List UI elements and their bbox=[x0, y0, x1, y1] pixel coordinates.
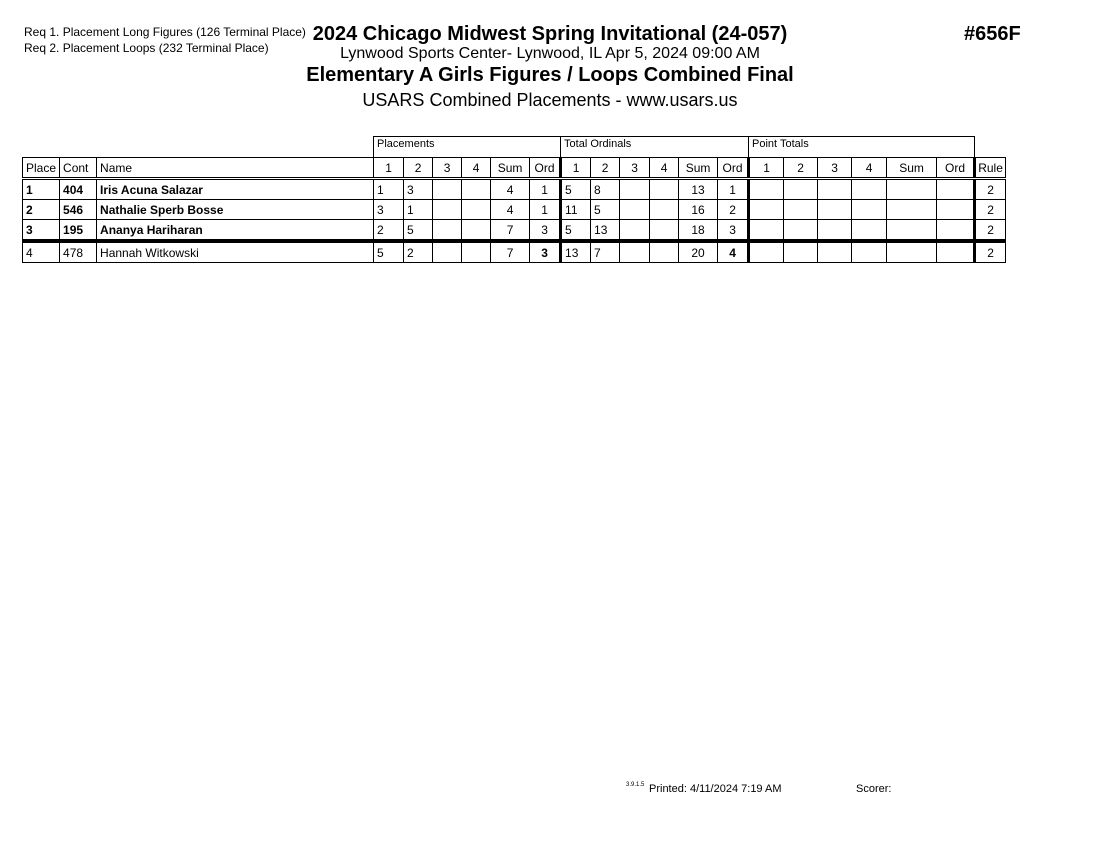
place-cell: 1 bbox=[23, 179, 60, 200]
point-cell bbox=[818, 179, 852, 200]
placement-cell: 2 bbox=[404, 241, 433, 263]
point-cell bbox=[818, 200, 852, 220]
rule-cell: 2 bbox=[975, 220, 1006, 242]
ordinal-cell: 1 bbox=[718, 179, 749, 200]
placement-cell: 7 bbox=[491, 220, 530, 242]
ordinal-cell: 7 bbox=[591, 241, 620, 263]
point-cell bbox=[818, 241, 852, 263]
placement-cell: 3 bbox=[374, 200, 404, 220]
placement-cell bbox=[462, 179, 491, 200]
ordinal-cell bbox=[650, 200, 679, 220]
point-cell bbox=[937, 241, 975, 263]
column-header-ord: Ord bbox=[718, 158, 749, 179]
rule-cell: 2 bbox=[975, 200, 1006, 220]
version: 3.9.1.5 bbox=[626, 782, 645, 788]
ordinal-cell bbox=[650, 241, 679, 263]
group-point-totals: Point Totals bbox=[749, 137, 975, 158]
placement-cell bbox=[433, 241, 462, 263]
point-cell bbox=[937, 179, 975, 200]
location-date: Lynwood Sports Center- Lynwood, IL Apr 5, 2024 09:00 AM bbox=[340, 45, 760, 62]
column-header-2: 2 bbox=[404, 158, 433, 179]
event-name: Elementary A Girls Figures / Loops Combined Final bbox=[306, 64, 794, 86]
placement-cell bbox=[433, 200, 462, 220]
ordinal-cell bbox=[620, 220, 650, 242]
ordinal-cell: 13 bbox=[561, 241, 591, 263]
ordinal-cell bbox=[650, 220, 679, 242]
placement-cell: 1 bbox=[530, 179, 561, 200]
ordinal-cell: 18 bbox=[679, 220, 718, 242]
point-cell bbox=[937, 200, 975, 220]
point-cell bbox=[852, 220, 887, 242]
point-cell bbox=[887, 220, 937, 242]
place-cell: 2 bbox=[23, 200, 60, 220]
ordinal-cell: 5 bbox=[561, 179, 591, 200]
cont-cell: 546 bbox=[60, 200, 97, 220]
column-header-1: 1 bbox=[749, 158, 784, 179]
ordinal-cell: 2 bbox=[718, 200, 749, 220]
name-cell: Iris Acuna Salazar bbox=[97, 179, 374, 200]
ordinal-cell: 16 bbox=[679, 200, 718, 220]
column-header-ord: Ord bbox=[530, 158, 561, 179]
subtitle: USARS Combined Placements - www.usars.us bbox=[362, 90, 738, 110]
cont-cell: 195 bbox=[60, 220, 97, 242]
column-header-3: 3 bbox=[818, 158, 852, 179]
ordinal-cell: 4 bbox=[718, 241, 749, 263]
point-cell bbox=[784, 179, 818, 200]
name-cell: Hannah Witkowski bbox=[97, 241, 374, 263]
placement-cell: 1 bbox=[374, 179, 404, 200]
point-cell bbox=[937, 220, 975, 242]
name-cell: Nathalie Sperb Bosse bbox=[97, 200, 374, 220]
ordinal-cell bbox=[620, 200, 650, 220]
column-header-1: 1 bbox=[374, 158, 404, 179]
column-header-cont: Cont bbox=[60, 158, 97, 179]
event-id: #656F bbox=[964, 23, 1021, 45]
printed-date: Printed: 4/11/2024 7:19 AM bbox=[649, 783, 782, 795]
place-cell: 3 bbox=[23, 220, 60, 242]
table-row bbox=[23, 179, 1006, 200]
point-cell bbox=[784, 220, 818, 242]
column-header-sum: Sum bbox=[491, 158, 530, 179]
competition-title: 2024 Chicago Midwest Spring Invitational (24-057) bbox=[312, 23, 788, 45]
point-cell bbox=[749, 220, 784, 242]
column-header-place: Place bbox=[23, 158, 60, 179]
group-placements: Placements bbox=[374, 137, 561, 158]
table-row bbox=[23, 200, 1006, 220]
placement-cell: 3 bbox=[530, 241, 561, 263]
column-header-4: 4 bbox=[650, 158, 679, 179]
column-header-1: 1 bbox=[561, 158, 591, 179]
point-cell bbox=[852, 200, 887, 220]
name-cell: Ananya Hariharan bbox=[97, 220, 374, 242]
placement-cell: 3 bbox=[404, 179, 433, 200]
group-total-ordinals: Total Ordinals bbox=[561, 137, 749, 158]
placement-cell: 5 bbox=[374, 241, 404, 263]
ordinal-cell: 13 bbox=[679, 179, 718, 200]
point-cell bbox=[784, 200, 818, 220]
placement-cell bbox=[462, 220, 491, 242]
ordinal-cell bbox=[620, 241, 650, 263]
ordinal-cell bbox=[650, 179, 679, 200]
point-cell bbox=[887, 200, 937, 220]
placement-cell: 7 bbox=[491, 241, 530, 263]
rule-cell: 2 bbox=[975, 241, 1006, 263]
placement-cell bbox=[433, 220, 462, 242]
ordinal-cell: 20 bbox=[679, 241, 718, 263]
cont-cell: 478 bbox=[60, 241, 97, 263]
point-cell bbox=[749, 200, 784, 220]
column-header-name: Name bbox=[97, 158, 374, 179]
point-cell bbox=[749, 179, 784, 200]
ordinal-cell: 8 bbox=[591, 179, 620, 200]
requirement-2: Req 2. Placement Loops (232 Terminal Place) bbox=[24, 41, 269, 55]
placement-cell bbox=[462, 200, 491, 220]
point-cell bbox=[818, 220, 852, 242]
column-header-rule: Rule bbox=[975, 158, 1006, 179]
scorer-label: Scorer: bbox=[856, 783, 892, 795]
placement-cell: 5 bbox=[404, 220, 433, 242]
ordinal-cell: 5 bbox=[591, 200, 620, 220]
ordinal-cell bbox=[620, 179, 650, 200]
place-cell: 4 bbox=[23, 241, 60, 263]
placement-cell: 1 bbox=[404, 200, 433, 220]
placement-cell bbox=[462, 241, 491, 263]
column-header-3: 3 bbox=[433, 158, 462, 179]
column-header-2: 2 bbox=[591, 158, 620, 179]
requirement-1: Req 1. Placement Long Figures (126 Terminal Place) bbox=[24, 25, 306, 39]
ordinal-cell: 11 bbox=[561, 200, 591, 220]
column-header-3: 3 bbox=[620, 158, 650, 179]
point-cell bbox=[887, 241, 937, 263]
point-cell bbox=[887, 179, 937, 200]
column-header-4: 4 bbox=[462, 158, 491, 179]
column-header-sum: Sum bbox=[679, 158, 718, 179]
placement-cell: 4 bbox=[491, 200, 530, 220]
point-cell bbox=[852, 179, 887, 200]
placement-cell bbox=[433, 179, 462, 200]
point-cell bbox=[852, 241, 887, 263]
placement-cell: 4 bbox=[491, 179, 530, 200]
column-header-ord: Ord bbox=[937, 158, 975, 179]
point-cell bbox=[749, 241, 784, 263]
point-cell bbox=[784, 241, 818, 263]
results-table bbox=[22, 136, 1006, 263]
placement-cell: 3 bbox=[530, 220, 561, 242]
column-header-4: 4 bbox=[852, 158, 887, 179]
column-header-row bbox=[23, 158, 1006, 179]
column-header-sum: Sum bbox=[887, 158, 937, 179]
column-header-2: 2 bbox=[784, 158, 818, 179]
table-row bbox=[23, 241, 1006, 263]
ordinal-cell: 13 bbox=[591, 220, 620, 242]
ordinal-cell: 5 bbox=[561, 220, 591, 242]
placement-cell: 2 bbox=[374, 220, 404, 242]
group-header-row bbox=[23, 137, 1006, 158]
rule-cell: 2 bbox=[975, 179, 1006, 200]
placement-cell: 1 bbox=[530, 200, 561, 220]
table-row bbox=[23, 220, 1006, 242]
cont-cell: 404 bbox=[60, 179, 97, 200]
ordinal-cell: 3 bbox=[718, 220, 749, 242]
